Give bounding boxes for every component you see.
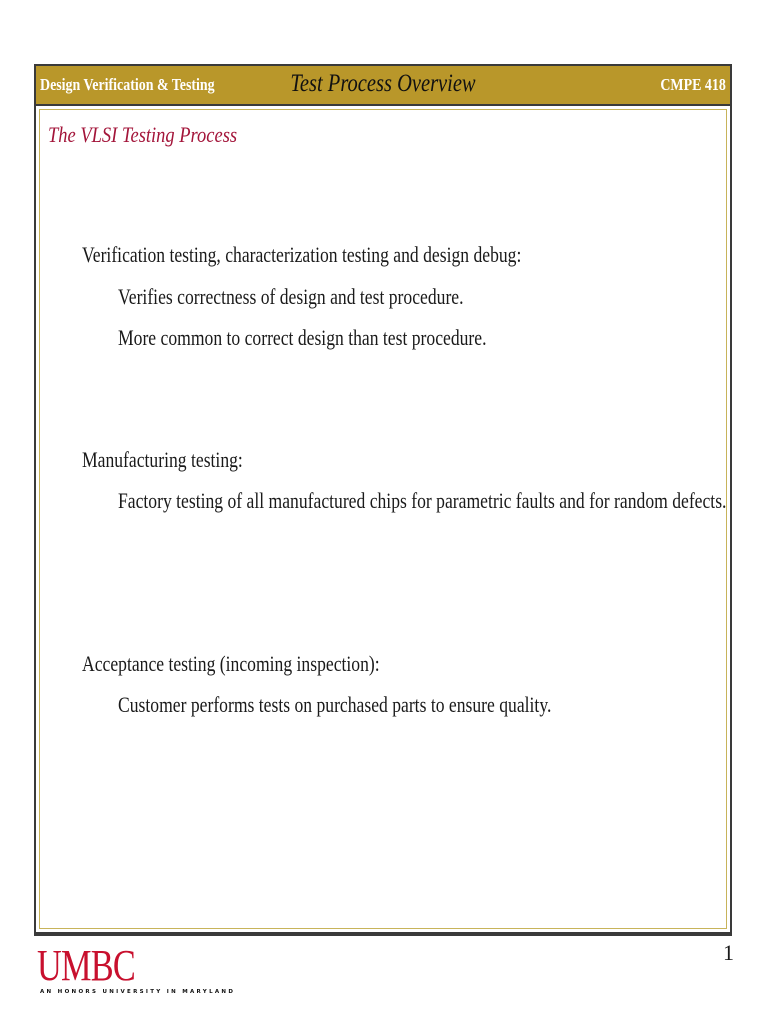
block-item: Factory testing of all manufactured chips for parametric faults and for random defects.	[118, 488, 727, 513]
slide-title: Test Process Overview	[290, 70, 476, 97]
footer-rule	[34, 934, 732, 936]
block-item: Verifies correctness of design and test procedure.	[118, 284, 464, 309]
slide-frame	[34, 64, 732, 934]
content-border	[39, 109, 727, 929]
block-heading-acceptance: Acceptance testing (incoming inspection):	[82, 651, 380, 676]
page-number: 1	[723, 940, 734, 965]
umbc-logo: UMBC	[37, 941, 135, 990]
block-heading-manufacturing: Manufacturing testing:	[82, 447, 243, 472]
header-bar	[36, 66, 730, 106]
umbc-tagline: AN HONORS UNIVERSITY IN MARYLAND	[40, 989, 236, 995]
block-heading-verification: Verification testing, characterization testing and design debug:	[82, 242, 522, 267]
course-title: Design Verification & Testing	[40, 75, 215, 94]
block-item: Customer performs tests on purchased parts to ensure quality.	[118, 692, 552, 717]
course-code: CMPE 418	[660, 75, 726, 94]
section-title: The VLSI Testing Process	[48, 122, 238, 147]
block-item: More common to correct design than test procedure.	[118, 325, 487, 350]
